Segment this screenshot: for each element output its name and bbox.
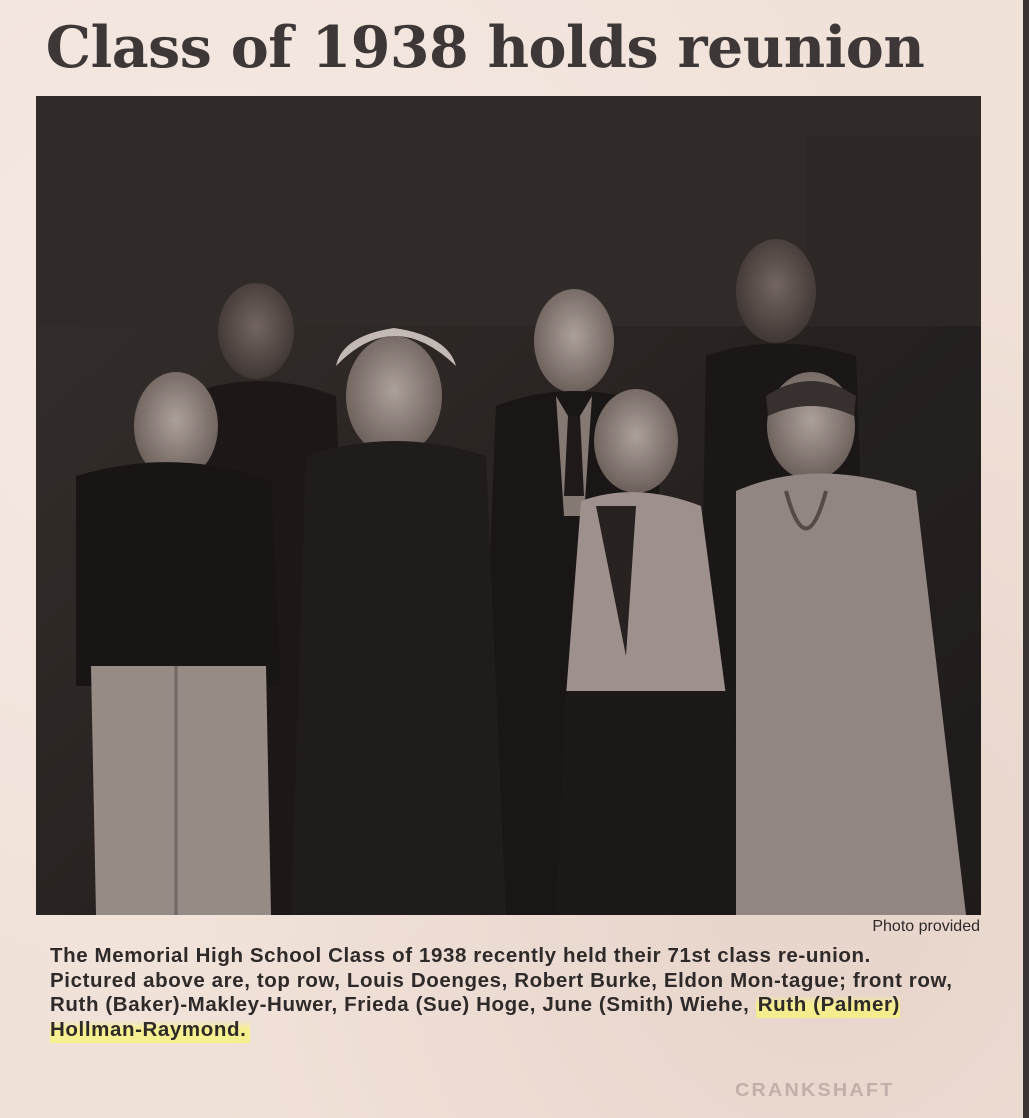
scan-edge	[1023, 0, 1029, 1118]
caption-paragraph-2	[50, 969, 980, 1043]
group-photo	[36, 96, 981, 915]
photo-credit: Photo provided	[872, 918, 980, 935]
headline: Class of 1938 holds reunion	[45, 14, 925, 81]
highlighted-name: Ruth (Palmer) Hollman-Raymond.	[50, 993, 900, 1041]
photo-caption	[50, 944, 980, 1042]
bleed-through-text: CRANKSHAFT	[735, 1080, 895, 1100]
photo-illustration	[36, 96, 981, 915]
caption-paragraph-1: The Memorial High School Class of 1938 recently held their 71st class re-union.	[50, 944, 871, 967]
caption-names: Pictured above are, top row, Louis Doenges, Robert Burke, Eldon Mon-tague; front row, Ruth (Baker)-Makley-Huwer, Frieda (Sue) Hoge, June (Smith) Wiehe,	[50, 968, 953, 1016]
